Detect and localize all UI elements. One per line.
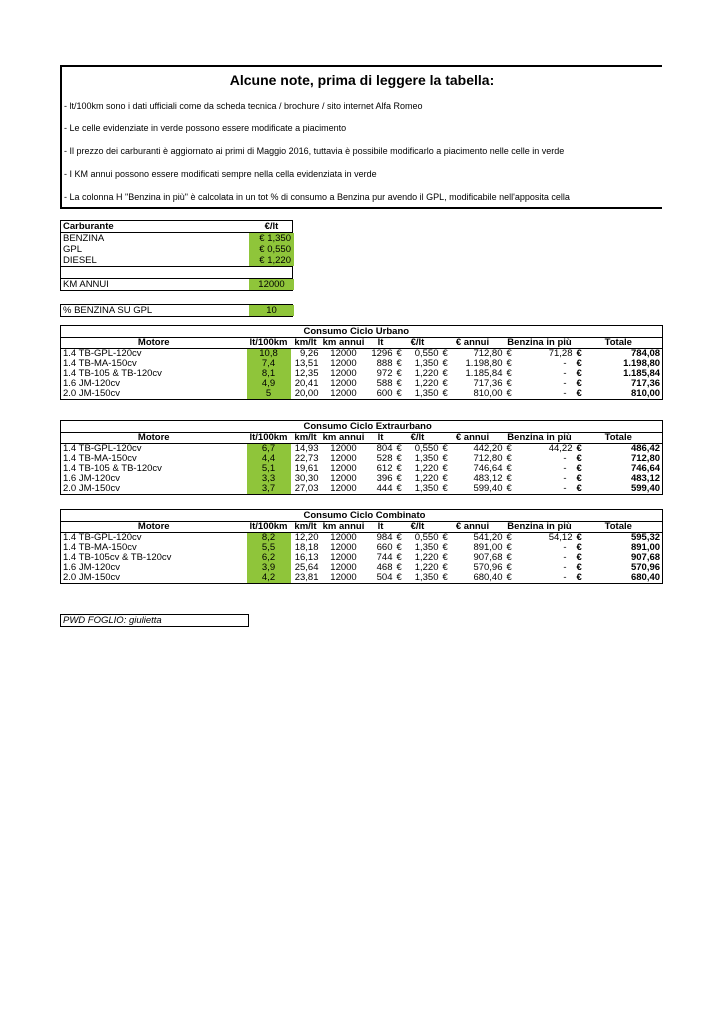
benzina-in-piu-cell: - (563, 572, 567, 583)
column-header: lt (367, 522, 395, 533)
table-row (61, 553, 663, 563)
lt100km-input[interactable]: 10,8 (247, 349, 291, 360)
column-header: km/lt (291, 338, 321, 349)
column-header: € annui (441, 433, 505, 444)
km-annui-cell: 12000 (330, 463, 357, 474)
motore-cell: 2.0 JM-150cv (63, 388, 121, 399)
totale-value: 599,40 (630, 483, 661, 494)
table-title-row (61, 510, 663, 522)
km-annui-row (60, 279, 293, 291)
km-annui-cell: 12000 (330, 368, 357, 379)
currency-symbol: € (396, 483, 402, 494)
currency-symbol: € (442, 388, 448, 399)
lt100km-input[interactable]: 4,4 (247, 454, 291, 464)
km-annui-cell: 12000 (330, 532, 357, 543)
currency-symbol: € (576, 453, 582, 464)
km-annui-label: KM ANNUI (63, 279, 109, 290)
currency-symbol: € (506, 358, 512, 369)
totale-value: 570,96 (630, 562, 661, 573)
fuel-price-input[interactable]: € 1,350 (249, 233, 294, 244)
lt-cell: 588 (376, 378, 393, 389)
table-row (61, 484, 663, 495)
euro-annui-cell: 891,00 (473, 542, 503, 553)
eur-per-lt-cell: 0,550 (414, 532, 439, 543)
motore-cell: 2.0 JM-150cv (63, 483, 121, 494)
eur-per-lt-cell: 0,550 (414, 443, 439, 454)
empty-row (60, 267, 293, 279)
currency-symbol: € (576, 473, 582, 484)
currency-symbol: € (506, 368, 512, 379)
motore-cell: 1.4 TB-105 & TB-120cv (63, 463, 162, 474)
totale-cell (575, 573, 663, 584)
km-annui-cell: 12000 (330, 572, 357, 583)
table-row (61, 349, 663, 360)
currency-symbol: € (442, 473, 448, 484)
table-title-row (61, 326, 663, 338)
benzina-in-piu-cell: - (563, 473, 567, 484)
table-title: Consumo Ciclo Urbano (367, 326, 663, 338)
column-header: lt/100km (247, 338, 291, 349)
km-per-lt-cell: 20,41 (294, 378, 319, 389)
table-row (61, 563, 663, 573)
currency-symbol: € (576, 378, 582, 389)
euro-annui-cell: 746,64 (473, 463, 503, 474)
currency-symbol: € (506, 473, 512, 484)
km-per-lt-cell: 30,30 (294, 473, 319, 484)
lt-cell: 744 (376, 552, 393, 563)
currency-symbol: € (576, 443, 582, 454)
column-header: km/lt (291, 522, 321, 533)
motore-cell: 2.0 JM-150cv (63, 572, 121, 583)
lt100km-input[interactable]: 4,9 (247, 379, 291, 389)
column-header: Motore (61, 522, 247, 533)
lt-cell: 660 (376, 542, 393, 553)
euro-annui-cell: 712,80 (473, 453, 503, 464)
consumption-table (60, 509, 663, 584)
currency-symbol: € (506, 463, 512, 474)
lt-cell: 612 (376, 463, 393, 474)
table-row (61, 533, 663, 544)
currency-symbol: € (576, 348, 582, 359)
euro-annui-cell: 541,20 (473, 532, 503, 543)
currency-symbol: € (442, 348, 448, 359)
note-line: - I KM annui possono essere modificati sempre nella cella evidenziata in verde (64, 169, 377, 179)
euro-annui-cell: 810,00 (473, 388, 503, 399)
column-header: km annui (321, 522, 367, 533)
fuel-label: BENZINA (63, 233, 105, 244)
euro-annui-cell: 680,40 (473, 572, 503, 583)
euro-annui-cell: 442,20 (473, 443, 503, 454)
currency-symbol: € (396, 443, 402, 454)
km-annui-input[interactable]: 12000 (249, 279, 294, 290)
column-header: Motore (61, 338, 247, 349)
column-header: lt/100km (247, 433, 291, 444)
lt-cell: 444 (376, 483, 393, 494)
benzina-in-piu-cell: - (563, 562, 567, 573)
totale-value: 784,08 (631, 348, 661, 359)
km-per-lt-cell: 19,61 (294, 463, 319, 474)
km-per-lt-cell: 14,93 (294, 443, 319, 454)
currency-symbol: € (442, 453, 448, 464)
motore-cell: 1.4 TB-MA-150cv (63, 358, 137, 369)
eur-per-lt-cell: 1,350 (414, 453, 439, 464)
currency-symbol: € (442, 532, 448, 543)
eur-per-lt-cell: 1,350 (414, 483, 439, 494)
lt-cell: 984 (376, 532, 393, 543)
currency-symbol: € (506, 378, 512, 389)
km-per-lt-cell: 12,20 (294, 532, 319, 543)
eur-per-lt-cell: 0,550 (414, 348, 439, 359)
currency-symbol: € (576, 358, 582, 369)
column-header: Benzina in più (505, 522, 575, 533)
lt-cell: 504 (376, 572, 393, 583)
pct-benzina-input[interactable]: 10 (249, 305, 294, 316)
currency-symbol: € (506, 552, 512, 563)
euro-annui-cell: 483,12 (473, 473, 503, 484)
eur-per-lt-cell: 1,220 (414, 552, 439, 563)
euro-annui-cell: 570,96 (473, 562, 503, 573)
km-per-lt-cell: 23,81 (294, 572, 319, 583)
eur-per-lt-cell: 1,220 (414, 562, 439, 573)
currency-symbol: € (396, 453, 402, 464)
lt-cell: 1296 (371, 348, 393, 359)
totale-value: 486,42 (630, 443, 661, 454)
totale-value: 1.198,80 (623, 358, 661, 369)
column-header: km annui (321, 433, 367, 444)
notes-box (60, 65, 662, 209)
lt100km-input[interactable]: 5,1 (247, 464, 291, 474)
fuel-price-input[interactable]: € 0,550 (249, 244, 294, 255)
benzina-in-piu-cell: - (563, 463, 567, 474)
column-header: km annui (321, 338, 367, 349)
currency-symbol: € (442, 368, 448, 379)
note-line: - La colonna H "Benzina in più" è calcolata in un tot % di consumo a Benzina pur avendo il GPL, modificabile nell'apposita cella (64, 192, 570, 202)
currency-symbol: € (576, 388, 582, 399)
lt100km-input[interactable]: 3,9 (247, 563, 291, 573)
notes-title: Alcune note, prima di leggere la tabella: (229, 72, 495, 88)
km-annui-cell: 12000 (330, 453, 357, 464)
currency-symbol: € (506, 572, 512, 583)
km-per-lt-cell: 18,18 (294, 542, 319, 553)
totale-value: 712,80 (630, 453, 661, 464)
lt100km-input[interactable]: 5 (247, 389, 291, 400)
km-per-lt-cell: 25,64 (294, 562, 319, 573)
currency-symbol: € (506, 483, 512, 494)
table-row (61, 464, 663, 474)
currency-symbol: € (396, 572, 402, 583)
currency-symbol: € (506, 443, 512, 454)
motore-cell: 1.6 JM-120cv (63, 473, 121, 484)
table-row (61, 389, 663, 400)
euro-annui-cell: 599,40 (473, 483, 503, 494)
column-header: lt/100km (247, 522, 291, 533)
currency-symbol: € (442, 358, 448, 369)
lt100km-input[interactable]: 4,2 (247, 573, 291, 584)
fuel-row-benzina (60, 233, 293, 244)
column-header: €/lt (395, 338, 441, 349)
consumption-table (60, 420, 663, 495)
table-title: Consumo Ciclo Extraurbano (367, 421, 663, 433)
column-header: lt (367, 338, 395, 349)
table-title-row (61, 421, 663, 433)
motore-cell: 1.4 TB-105cv & TB-120cv (63, 552, 172, 563)
motore-cell: 1.4 TB-GPL-120cv (63, 443, 142, 454)
totale-value: 483,12 (630, 473, 661, 484)
eur-per-lt-cell: 1,220 (414, 473, 439, 484)
benzina-in-piu-cell: - (563, 542, 567, 553)
eur-per-lt-cell: 1,220 (414, 368, 439, 379)
km-per-lt-cell: 12,35 (294, 368, 319, 379)
currency-symbol: € (442, 542, 448, 553)
currency-symbol: € (576, 483, 582, 494)
motore-cell: 1.4 TB-MA-150cv (63, 453, 137, 464)
motore-cell: 1.6 JM-120cv (63, 378, 121, 389)
totale-value: 810,00 (631, 388, 661, 399)
currency-symbol: € (576, 532, 582, 543)
benzina-in-piu-cell: - (563, 483, 567, 494)
table-row (61, 379, 663, 389)
pct-benzina-row (60, 304, 293, 317)
benzina-in-piu-cell: 44,22 (548, 443, 573, 454)
column-header: Benzina in più (505, 433, 575, 444)
km-annui-cell: 12000 (330, 473, 357, 484)
column-header: € annui (441, 338, 505, 349)
totale-cell (575, 484, 663, 495)
motore-cell: 1.4 TB-MA-150cv (63, 542, 137, 553)
lt-cell: 396 (376, 473, 393, 484)
currency-symbol: € (576, 368, 582, 379)
currency-symbol: € (396, 378, 402, 389)
lt100km-input[interactable]: 7,4 (247, 359, 291, 369)
currency-symbol: € (576, 463, 582, 474)
currency-symbol: € (396, 368, 402, 379)
table-row (61, 369, 663, 379)
consumption-table (60, 325, 663, 400)
lt100km-input[interactable]: 5,5 (247, 543, 291, 553)
benzina-in-piu-cell: 71,28 (548, 348, 573, 359)
motore-cell: 1.6 JM-120cv (63, 562, 121, 573)
km-per-lt-cell: 22,73 (294, 453, 319, 464)
totale-value: 907,68 (630, 552, 661, 563)
euro-annui-cell: 717,36 (473, 378, 503, 389)
currency-symbol: € (396, 388, 402, 399)
km-annui-cell: 12000 (330, 562, 357, 573)
lt-cell: 888 (376, 358, 393, 369)
lt-cell: 600 (376, 388, 393, 399)
fuel-row-diesel (60, 255, 293, 267)
benzina-in-piu-cell: - (563, 388, 567, 399)
column-header: Totale (575, 522, 663, 533)
km-per-lt-cell: 27,03 (294, 483, 319, 494)
eur-per-lt-cell: 1,350 (414, 542, 439, 553)
totale-value: 595,32 (630, 532, 661, 543)
fuel-header-row (60, 220, 293, 233)
motore-cell: 1.4 TB-GPL-120cv (63, 348, 142, 359)
currency-symbol: € (396, 348, 402, 359)
currency-symbol: € (396, 358, 402, 369)
totale-value: 746,64 (630, 463, 661, 474)
lt-cell: 972 (376, 368, 393, 379)
km-per-lt-cell: 20,00 (294, 388, 319, 399)
benzina-in-piu-cell: - (563, 368, 567, 379)
eur-per-lt-cell: 1,220 (414, 378, 439, 389)
km-per-lt-cell: 9,26 (300, 348, 319, 359)
eur-per-lt-cell: 1,350 (414, 388, 439, 399)
currency-symbol: € (396, 552, 402, 563)
eur-per-lt-cell: 1,220 (414, 463, 439, 474)
currency-symbol: € (396, 532, 402, 543)
table-header-row (61, 338, 663, 349)
currency-symbol: € (576, 562, 582, 573)
km-annui-cell: 12000 (330, 552, 357, 563)
note-line: - Il prezzo dei carburanti è aggiornato ai primi di Maggio 2016, tuttavia è possibile modificarlo a piacimento nelle celle in verde (64, 146, 565, 156)
lt-cell: 804 (376, 443, 393, 454)
euro-annui-cell: 712,80 (473, 348, 503, 359)
currency-symbol: € (442, 378, 448, 389)
benzina-in-piu-cell: - (563, 378, 567, 389)
km-annui-cell: 12000 (330, 443, 357, 454)
fuel-label: DIESEL (63, 255, 97, 266)
lt100km-input[interactable]: 6,2 (247, 553, 291, 563)
totale-value: 891,00 (630, 542, 661, 553)
lt-cell: 468 (376, 562, 393, 573)
lt-cell: 528 (376, 453, 393, 464)
currency-symbol: € (576, 572, 582, 583)
currency-symbol: € (576, 552, 582, 563)
currency-symbol: € (442, 483, 448, 494)
fuel-label: GPL (63, 244, 83, 255)
lt100km-input[interactable]: 6,7 (247, 444, 291, 455)
currency-symbol: € (506, 453, 512, 464)
km-per-lt-cell: 13,51 (294, 358, 319, 369)
lt100km-input[interactable]: 8,2 (247, 533, 291, 544)
km-annui-cell: 12000 (330, 483, 357, 494)
column-header: Benzina in più (505, 338, 575, 349)
fuel-price-box (60, 220, 293, 317)
currency-symbol: € (396, 542, 402, 553)
column-header: Totale (575, 338, 663, 349)
totale-cell (575, 389, 663, 400)
table-header-row (61, 522, 663, 533)
currency-symbol: € (396, 562, 402, 573)
benzina-in-piu-cell: - (563, 552, 567, 563)
currency-symbol: € (506, 532, 512, 543)
eur-per-lt-cell: 1,350 (414, 358, 439, 369)
lt100km-input[interactable]: 8,1 (247, 369, 291, 379)
pct-benzina-label: % BENZINA SU GPL (63, 305, 153, 316)
benzina-in-piu-cell: - (563, 453, 567, 464)
table-row (61, 474, 663, 484)
km-annui-cell: 12000 (330, 542, 357, 553)
currency-symbol: € (396, 473, 402, 484)
lt100km-input[interactable]: 3,3 (247, 474, 291, 484)
currency-symbol: € (576, 542, 582, 553)
currency-symbol: € (442, 443, 448, 454)
km-annui-cell: 12000 (330, 358, 357, 369)
currency-symbol: € (442, 463, 448, 474)
km-annui-cell: 12000 (330, 378, 357, 389)
benzina-in-piu-cell: 54,12 (548, 532, 573, 543)
table-row (61, 573, 663, 584)
motore-cell: 1.4 TB-105 & TB-120cv (63, 368, 162, 379)
currency-symbol: € (506, 388, 512, 399)
column-header: km/lt (291, 433, 321, 444)
fuel-header-value: €/lt (264, 221, 279, 232)
column-header: Motore (61, 433, 247, 444)
euro-annui-cell: 1.185,84 (465, 368, 503, 379)
currency-symbol: € (442, 562, 448, 573)
benzina-in-piu-cell: - (563, 358, 567, 369)
column-header: lt (367, 433, 395, 444)
column-header: €/lt (395, 433, 441, 444)
column-header: €/lt (395, 522, 441, 533)
table-row (61, 444, 663, 455)
euro-annui-cell: 907,68 (473, 552, 503, 563)
currency-symbol: € (442, 552, 448, 563)
km-annui-cell: 12000 (330, 388, 357, 399)
fuel-row-gpl (60, 244, 293, 255)
totale-value: 717,36 (631, 378, 661, 389)
currency-symbol: € (506, 562, 512, 573)
note-line: - lt/100km sono i dati ufficiali come da scheda tecnica / brochure / sito internet Alfa Romeo (64, 101, 423, 111)
column-header: Totale (575, 433, 663, 444)
motore-cell: 1.4 TB-GPL-120cv (63, 532, 142, 543)
km-annui-cell: 12000 (330, 348, 357, 359)
fuel-header-label: Carburante (63, 221, 114, 232)
currency-symbol: € (506, 542, 512, 553)
totale-value: 1.185,84 (623, 368, 661, 379)
currency-symbol: € (442, 572, 448, 583)
table-title: Consumo Ciclo Combinato (367, 510, 663, 522)
note-line: - Le celle evidenziate in verde possono essere modificate a piacimento (64, 123, 347, 133)
lt100km-input[interactable]: 3,7 (247, 484, 291, 495)
pwd-label: PWD FOGLIO: giulietta (60, 614, 249, 627)
eur-per-lt-cell: 1,350 (414, 572, 439, 583)
currency-symbol: € (396, 463, 402, 474)
column-header: € annui (441, 522, 505, 533)
table-header-row (61, 433, 663, 444)
fuel-price-input[interactable]: € 1,220 (249, 255, 294, 266)
totale-value: 680,40 (630, 572, 661, 583)
euro-annui-cell: 1.198,80 (465, 358, 503, 369)
km-per-lt-cell: 16,13 (294, 552, 319, 563)
currency-symbol: € (506, 348, 512, 359)
